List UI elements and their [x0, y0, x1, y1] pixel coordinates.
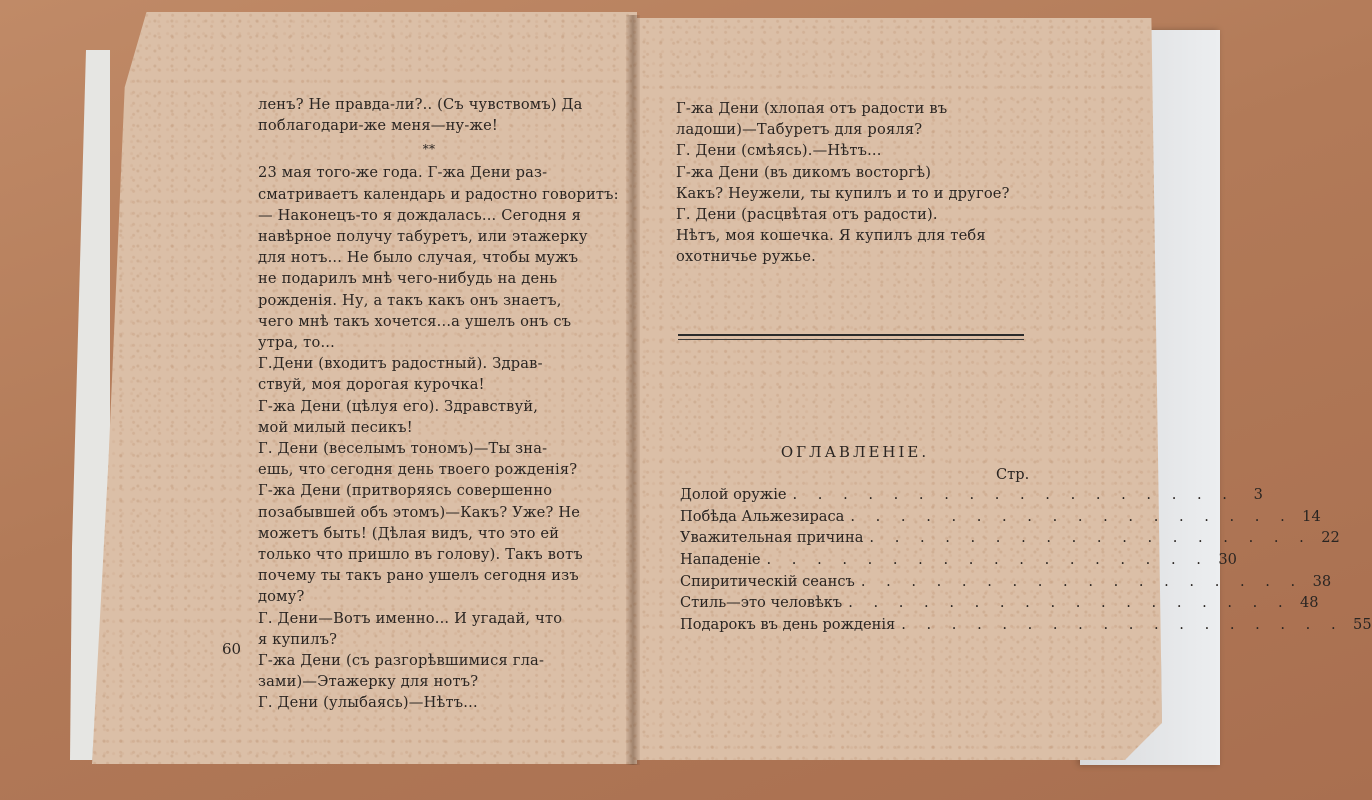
toc-entry-page: 3	[1253, 486, 1263, 503]
toc-leader-dots: . . . . . . . . . . . . . . . . . .	[850, 507, 1293, 525]
text-line: Г. Дени (расцвѣтая отъ радости).	[676, 206, 938, 224]
toc-entry-page: 30	[1218, 551, 1237, 569]
section-separator: **	[422, 142, 436, 157]
toc-entry-page: 55	[1353, 616, 1372, 634]
text-line: Г. Дени (смѣясь).—Нѣтъ...	[676, 142, 882, 160]
text-line: Г-жа Дени (хлопая отъ радости въ	[676, 100, 948, 117]
toc-page-header: Стр.	[996, 466, 1030, 483]
toc-entry	[680, 592, 1319, 614]
text-line: ленъ? Не правда-ли?.. (Съ чувствомъ) Да	[258, 96, 583, 113]
table-of-contents	[680, 484, 1372, 636]
horizontal-rule	[678, 334, 1024, 340]
text-line: Г-жа Дени (цѣлуя его). Здравствуй,	[258, 397, 539, 415]
text-line: мой милый песикъ!	[258, 418, 413, 436]
text-line: Г. Дени (веселымъ тономъ)—Ты зна-	[258, 440, 548, 458]
toc-leader-dots: . . . . . . . . . . . . . . . . . .	[869, 529, 1312, 547]
text-line: зами)—Этажерку для нотъ?	[258, 673, 479, 691]
text-line: поблагодари-же меня—ну-же!	[258, 117, 498, 135]
text-line: — Наконецъ-то я дождалась... Сегодня я	[258, 206, 582, 224]
toc-entry	[680, 484, 1263, 506]
text-line: Г-жа Дени (притворяясь совершенно	[258, 482, 553, 500]
toc-leader-dots: . . . . . . . . . . . . . . . . . .	[901, 616, 1344, 634]
text-line: Г-жа Дени (съ разгорѣвшимися гла-	[258, 652, 545, 670]
page-number: 60	[222, 640, 242, 658]
text-line: позабывшей объ этомъ)—Какъ? Уже? Не	[258, 503, 581, 521]
toc-entry-title: Стиль—это человѣкъ	[680, 594, 843, 612]
toc-entry	[680, 527, 1340, 549]
text-line: ешь, что сегодня день твоего рожденія?	[258, 461, 578, 479]
right-page-text	[676, 98, 1026, 268]
toc-entry-title: Подарокъ въ день рожденія	[680, 616, 896, 634]
toc-entry	[680, 571, 1332, 593]
toc-entry	[680, 549, 1237, 571]
text-line: только что пришло въ голову). Такъ вотъ	[258, 546, 583, 564]
text-line: утра, то...	[258, 334, 335, 352]
toc-entry	[680, 506, 1321, 528]
book-gutter	[626, 15, 640, 765]
text-line: Нѣтъ, моя кошечка. Я купилъ для тебя	[676, 227, 986, 245]
text-line: я купилъ?	[258, 630, 338, 648]
toc-entry-page: 14	[1302, 507, 1321, 525]
toc-entry-title: Побѣда Альжезираса	[680, 507, 845, 525]
text-line: навѣрное получу табуретъ, или этажерку	[258, 228, 588, 246]
toc-leader-dots: . . . . . . . . . . . . . . . . . .	[848, 594, 1291, 612]
text-line: сматриваетъ календарь и радостно говоритъ:	[258, 185, 619, 203]
text-line: дому?	[258, 588, 305, 606]
text-line: Г.Дени (входитъ радостный). Здрав-	[258, 355, 543, 373]
toc-entry-page: 48	[1300, 594, 1319, 612]
text-line: для нотъ... Не было случая, чтобы мужъ	[258, 249, 579, 267]
text-line: ладоши)—Табуретъ для рояля?	[676, 121, 923, 139]
toc-entry-page: 38	[1312, 572, 1332, 590]
toc-entry-title: Спиритическій сеансъ	[680, 572, 855, 590]
toc-entry-title: Долой оружіе	[680, 486, 787, 503]
toc-entry	[680, 614, 1372, 636]
text-line: почему ты такъ рано ушелъ сегодня изъ	[258, 567, 579, 585]
text-line: чего мнѣ такъ хочется...а ушелъ онъ съ	[258, 312, 572, 330]
toc-entry-title: Уважительная причина	[680, 529, 864, 547]
toc-title: ОГЛАВЛЕНІЕ.	[780, 443, 930, 461]
text-line: Г. Дени (улыбаясь)—Нѣтъ...	[258, 694, 478, 712]
text-line: рожденія. Ну, а такъ какъ онъ знаетъ,	[258, 291, 562, 309]
text-line: Г-жа Дени (въ дикомъ восторгѣ)	[676, 163, 932, 181]
text-line: Какъ? Неужели, ты купилъ и то и другое?	[676, 184, 1010, 202]
text-line: не подарилъ мнѣ чего-нибудь на день	[258, 270, 558, 288]
toc-leader-dots: . . . . . . . . . . . . . . . . . .	[792, 486, 1235, 503]
text-line: ствуй, моя дорогая курочка!	[258, 376, 485, 394]
toc-entry-page: 22	[1321, 529, 1340, 547]
text-line: можетъ быть! (Дѣлая видъ, что это ей	[258, 524, 560, 542]
toc-leader-dots: . . . . . . . . . . . . . . . . . .	[860, 572, 1304, 590]
toc-entry-title: Нападеніе	[680, 551, 761, 569]
toc-leader-dots: . . . . . . . . . . . . . . . . . .	[766, 551, 1209, 569]
text-line: Г. Дени—Вотъ именно... И угадай, что	[258, 609, 563, 627]
text-line: 23 мая того-же года. Г-жа Дени раз-	[258, 164, 548, 182]
text-line: охотничье ружье.	[676, 248, 816, 266]
left-page-text	[258, 94, 619, 714]
